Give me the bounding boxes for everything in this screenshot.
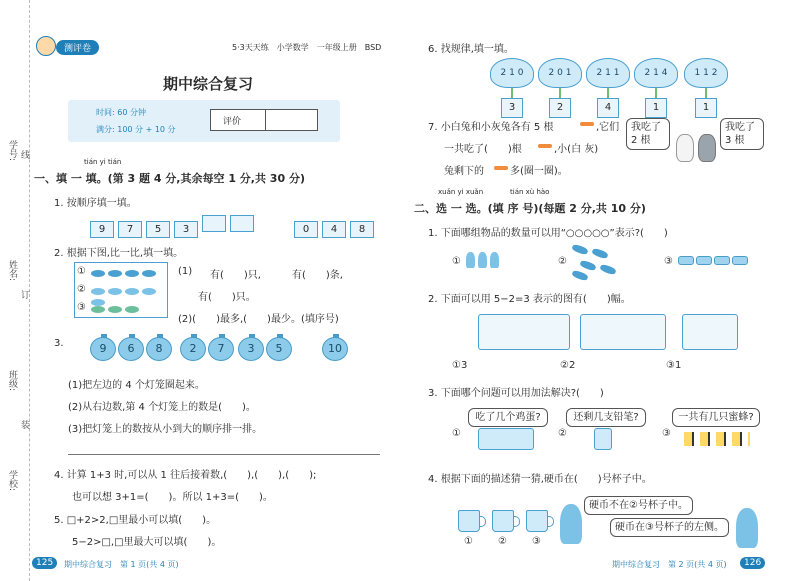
lantern: 8 <box>146 337 172 361</box>
s2-pinyin-a: xuǎn yi xuǎn <box>438 188 484 196</box>
c3-question-2: 还剩几支铅笔? <box>566 408 646 427</box>
seq-cell[interactable] <box>202 215 226 232</box>
flower-numbers: 2 1 4 <box>634 58 678 88</box>
score-text: 满分: 100 分 + 10 分 <box>96 125 176 134</box>
c3-option-label[interactable]: ① <box>452 428 461 439</box>
child-icon <box>466 252 475 268</box>
seq-cell[interactable]: 4 <box>322 221 346 238</box>
c3-question-3: 一共有几只蜜蜂? <box>672 408 760 427</box>
lantern: 6 <box>118 337 144 361</box>
q2-part1-b: 有( )条, <box>292 270 343 281</box>
bind-mark-3: 线 <box>19 150 29 159</box>
boy-hint: 硬币在③号杯子的左侧。 <box>610 518 729 537</box>
seq-cell[interactable]: 0 <box>294 221 318 238</box>
grade-divider <box>265 110 266 130</box>
egg-tray-icon <box>478 428 534 450</box>
q2-text: 2. 根据下图,比一比,填一填。 <box>54 248 184 259</box>
bee-icon <box>684 432 750 446</box>
seq-cell[interactable]: 7 <box>118 221 142 238</box>
cup-label[interactable]: ① <box>464 536 473 547</box>
series-label: 5·3天天练 小学数学 一年级上册 BSD <box>232 43 382 52</box>
pot-number: 1 <box>645 98 667 118</box>
q3-text: 3. <box>54 338 64 349</box>
white-rabbit-bubble: 我吃了 2 根 <box>626 118 670 150</box>
q7-text-e: 兔剩下的 <box>444 166 484 177</box>
c3-option-label[interactable]: ② <box>558 428 567 439</box>
s1-pinyin: tián yi tián <box>84 158 122 166</box>
flower-pot <box>538 58 582 124</box>
s1-title: 一、填 一 填。(第 3 题 4 分,其余每空 1 分,共 30 分) <box>34 172 305 185</box>
bird-icon <box>579 259 596 271</box>
q1-text: 1. 按顺序填一填。 <box>54 198 137 209</box>
cup-icon <box>492 510 514 532</box>
cup-label[interactable]: ③ <box>532 536 541 547</box>
q4-line2: 也可以想 3+1=( )。所以 1+3=( )。 <box>72 492 273 503</box>
q7-text-c: 一共吃了( )根 <box>444 144 522 155</box>
white-rabbit-icon <box>676 134 694 162</box>
q5-line2: 5−2>□,□里最大可以填( )。 <box>72 537 222 548</box>
seq-cell[interactable]: 8 <box>350 221 374 238</box>
turtle-row <box>91 304 142 315</box>
q3-part1: (1)把左边的 4 个灯笼圈起来。 <box>68 380 205 391</box>
q2-picture <box>74 262 168 318</box>
q2-part2: (2)( )最多,( )最少。(填序号) <box>178 314 339 325</box>
pencil-cup-icon <box>594 428 612 450</box>
page-title: 期中综合复习 <box>163 75 254 93</box>
flower-numbers: 2 1 0 <box>490 58 534 88</box>
pot-number: 4 <box>597 98 619 118</box>
c1-option-label[interactable]: ② <box>558 256 567 267</box>
footer-right: 期中综合复习 第 2 页(共 4 页) <box>612 560 727 569</box>
cup-icon <box>526 510 548 532</box>
cup-label[interactable]: ② <box>498 536 507 547</box>
carrot-icon <box>494 166 508 170</box>
c4-text: 4. 根据下面的描述猜一猜,硬币在( )号杯子中。 <box>428 474 652 485</box>
q7-text-a: 7. 小白兔和小灰兔各有 5 根 <box>428 122 554 133</box>
seq-cell[interactable]: 3 <box>174 221 198 238</box>
name-label: 姓名: <box>7 260 17 282</box>
flower-numbers: 2 0 1 <box>538 58 582 88</box>
c2-picture-1 <box>478 314 570 350</box>
grade-label: 评价 <box>223 117 242 127</box>
bird-icon <box>599 263 616 275</box>
q2-part1-a: 有( )只, <box>210 270 261 281</box>
bird-icon <box>591 247 608 259</box>
c1-text: 1. 下面哪组物品的数量可以用“○○○○○”表示?( ) <box>428 228 668 239</box>
flower-numbers: 1 1 2 <box>684 58 728 88</box>
q5-line1: 5. □+2>2,□里最小可以填( )。 <box>54 515 217 526</box>
c2-option[interactable]: ①3 <box>452 360 468 371</box>
bind-mark-2: 订 <box>19 290 29 299</box>
bird-icon <box>571 243 588 255</box>
child-icon <box>478 252 487 268</box>
footer-left: 期中综合复习 第 1 页(共 4 页) <box>64 560 179 569</box>
q4-line1: 4. 计算 1+3 时,可以从 1 往后接着数,( ),( ),( ); <box>54 470 317 481</box>
id-label: 学号: <box>7 140 17 162</box>
flower-pot <box>490 58 534 124</box>
c1-option-label[interactable]: ③ <box>664 256 673 267</box>
c1-option-label[interactable]: ① <box>452 256 461 267</box>
gray-rabbit-bubble: 我吃了 3 根 <box>720 118 764 150</box>
c2-option[interactable]: ②2 <box>560 360 576 371</box>
seq-cell[interactable] <box>230 215 254 232</box>
lantern: 2 <box>180 337 206 361</box>
q1-sequence <box>90 215 378 238</box>
s2-pinyin-b: tián xù hào <box>510 188 550 196</box>
q2-part1-label: (1) <box>178 266 193 277</box>
q7-text-f: 多(圈一圈)。 <box>510 166 568 177</box>
binding-margin <box>0 0 30 581</box>
pot-number: 1 <box>695 98 717 118</box>
c3-text: 3. 下面哪个问题可以用加法解决?( ) <box>428 388 604 399</box>
q7-text-d: ,小(白 灰) <box>554 144 599 155</box>
q2-part1-c: 有( )只。 <box>198 292 256 303</box>
seq-cell[interactable]: 9 <box>90 221 114 238</box>
lantern: 7 <box>208 337 234 361</box>
c2-option[interactable]: ③1 <box>666 360 682 371</box>
flower-pot <box>634 58 678 124</box>
lantern: 9 <box>90 337 116 361</box>
mascot-icon <box>36 36 56 56</box>
lantern: 5 <box>266 337 292 361</box>
bird-row <box>91 268 159 279</box>
s2-title: 二、选 一 选。(填 序 号)(每题 2 分,共 10 分) <box>414 202 646 215</box>
flower-pot <box>586 58 630 124</box>
bird-icon <box>571 269 588 281</box>
answer-line <box>68 454 380 455</box>
pot-number: 2 <box>549 98 571 118</box>
row-label: ① <box>77 266 86 277</box>
c3-question-1: 吃了几个鸡蛋? <box>468 408 548 427</box>
girl-icon <box>560 504 582 544</box>
cup-icon <box>458 510 480 532</box>
info-box <box>68 100 340 142</box>
flower-pot <box>684 58 728 124</box>
lantern: 10 <box>322 337 348 361</box>
q6-text: 6. 找规律,填一填。 <box>428 44 514 55</box>
gray-rabbit-icon <box>698 134 716 162</box>
test-badge: 测评卷 <box>56 40 99 55</box>
page-number-left: 125 <box>32 557 57 569</box>
carrot-icon <box>580 122 594 126</box>
q3-part2: (2)从右边数,第 4 个灯笼上的数是( )。 <box>68 402 256 413</box>
seq-cell[interactable]: 5 <box>146 221 170 238</box>
carrot-icon <box>538 144 552 148</box>
bind-mark-1: 装 <box>19 420 29 429</box>
q3-part3: (3)把灯笼上的数按从小到大的顺序排一排。 <box>68 424 263 435</box>
q7-text-b: ,它们 <box>596 122 620 133</box>
time-text: 时间: 60 分钟 <box>96 108 146 117</box>
pot-number: 3 <box>501 98 523 118</box>
class-label: 班级: <box>7 370 17 392</box>
lantern: 3 <box>238 337 264 361</box>
grade-box <box>210 109 318 131</box>
row-label: ③ <box>77 302 86 313</box>
girl-hint: 硬币不在②号杯子中。 <box>584 496 693 515</box>
c2-text: 2. 下面可以用 5−2=3 表示的图有( )幅。 <box>428 294 631 305</box>
page-number-right: 126 <box>740 557 765 569</box>
boy-icon <box>736 508 758 548</box>
flower-numbers: 2 1 1 <box>586 58 630 88</box>
c2-picture-3 <box>682 314 738 350</box>
c3-option-label[interactable]: ③ <box>662 428 671 439</box>
car-row <box>678 256 750 268</box>
child-icon <box>490 252 499 268</box>
school-label: 学校: <box>7 470 17 492</box>
c2-picture-2 <box>580 314 666 350</box>
row-label: ② <box>77 284 86 295</box>
